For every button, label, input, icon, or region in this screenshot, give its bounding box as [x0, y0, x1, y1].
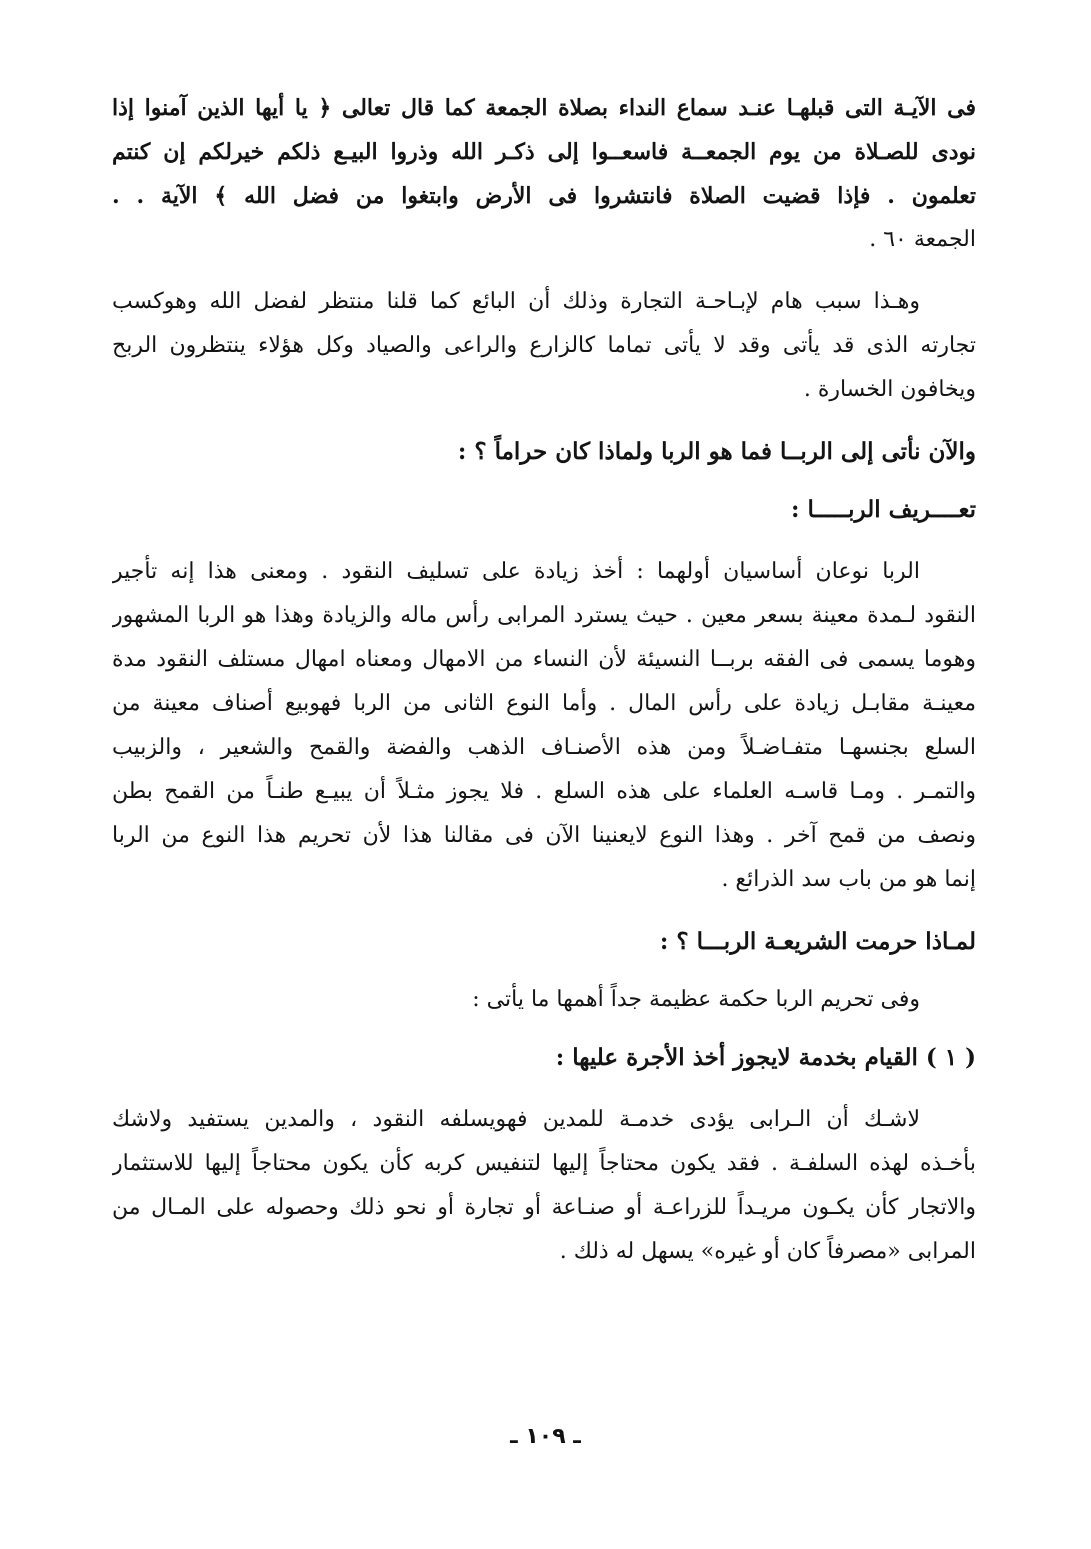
paragraph-line: بأخـذه لهذه السلفـة . فقد يكون محتاجاً إليها لتنفيس كربه كأن يكون محتاجاً إليها للاستثمار — [112, 1151, 976, 1176]
point-one-paragraph — [112, 1098, 976, 1274]
section-heading-question: والآن نأتى إلى الربــا فما هو الربا ولماذا كان حراماً ؟ : — [457, 438, 976, 465]
section-heading-point-one: ( ١ ) القيام بخدمة لايجوز أخذ الأجرة عليها : — [555, 1044, 976, 1071]
verse-line: فى الآيـة التى قبلهـا عنـد سماع النداء بصلاة الجمعة كما قال تعالى ﴿ يا أيها الذين آمنوا إذا — [112, 95, 976, 121]
paragraph-line: معينـة مقابـل زيادة على رأس المال . وأما النوع الثانى من الربا فهوبيع أصناف معينة من — [112, 691, 976, 716]
paragraph-line: والتمـر . ومـا قاسـه العلماء على هذه السلع . فلا يجوز مثـلاً أن يبيـع طنـاً من القمح بطن — [112, 779, 976, 804]
paragraph-line: وهـذا سبب هام لإبـاحـة التجارة وذلك أن البائع كما قلنا منتظر لفضل الله وهوكسب — [112, 289, 920, 314]
paragraph-line: تجارته الذى قد يأتى وقد لا يأتى تماما كالزارع والراعى والصياد وكل هؤلاء ينتظرون الربح — [112, 333, 976, 358]
paragraph-line: النقود لـمدة معينة بسعر معين . حيث يسترد المرابى رأس ماله والزيادة وهذا هو الربا المشهور — [112, 603, 976, 628]
verse-line: الجمعة ٦٠ . — [869, 227, 976, 252]
paragraph-line: السلع بجنسهـا متفـاضـلاً ومن هذه الأصنـاف الذهب والفضة والقمح والشعير ، والزبيب — [112, 735, 976, 760]
definition-paragraph — [112, 550, 976, 902]
verse-line: تعلمون . فإذا قضيت الصلاة فانتشروا فى الأرض وابتغوا من فضل الله ﴾ الآية . . — [112, 183, 976, 209]
wisdom-paragraph — [112, 978, 976, 1022]
section-heading-definition: تعــــريف الربـــــا : — [790, 496, 976, 523]
paragraph-line: لاشـك أن الـرابى يؤدى خدمـة للمدين فهويسلفه النقود ، والمدين يستفيد ولاشك — [112, 1107, 920, 1132]
paragraph-line: ويخافون الخسارة . — [803, 377, 976, 402]
paragraph-line: والاتجار كأن يكـون مريـداً للزراعـة أو صنـاعة أو تجارة أو نحو ذلك وحصوله على المـال من — [112, 1195, 976, 1220]
paragraph-line: وفى تحريم الربا حكمة عظيمة جداً أهمها ما يأتى : — [472, 987, 920, 1012]
section-heading-why: لمـاذا حرمت الشريعـة الربـــا ؟ : — [659, 928, 976, 955]
paragraph-line: ونصف من قمح آخر . وهذا النوع لايعنينا الآن فى مقالنا هذا لأن تحريم هذا النوع من الربا — [112, 823, 976, 848]
paragraph-line: المرابى «مصرفاً كان أو غيره» يسهل له ذلك . — [559, 1239, 976, 1264]
page-body — [112, 86, 976, 1292]
page-number: ـ ١٠٩ ـ — [510, 1424, 581, 1449]
verse-paragraph — [112, 86, 976, 262]
commerce-paragraph — [112, 280, 976, 412]
verse-line: نودى للصـلاة من يوم الجمعــة فاسعــوا إلى ذكـر الله وذروا البيـع ذلكم خيرلكم إن كنتم — [112, 139, 976, 165]
paragraph-line: الربا نوعان أساسيان أولهما : أخذ زيادة على تسليف النقود . ومعنى هذا إنه تأجير — [112, 559, 920, 584]
paragraph-line: وهوما يسمى فى الفقه بربــا النسيئة لأن النساء من الامهال ومعناه امهال مستلف النقود مدة — [112, 647, 976, 672]
paragraph-line: إنما هو من باب سد الذرائع . — [721, 867, 976, 892]
